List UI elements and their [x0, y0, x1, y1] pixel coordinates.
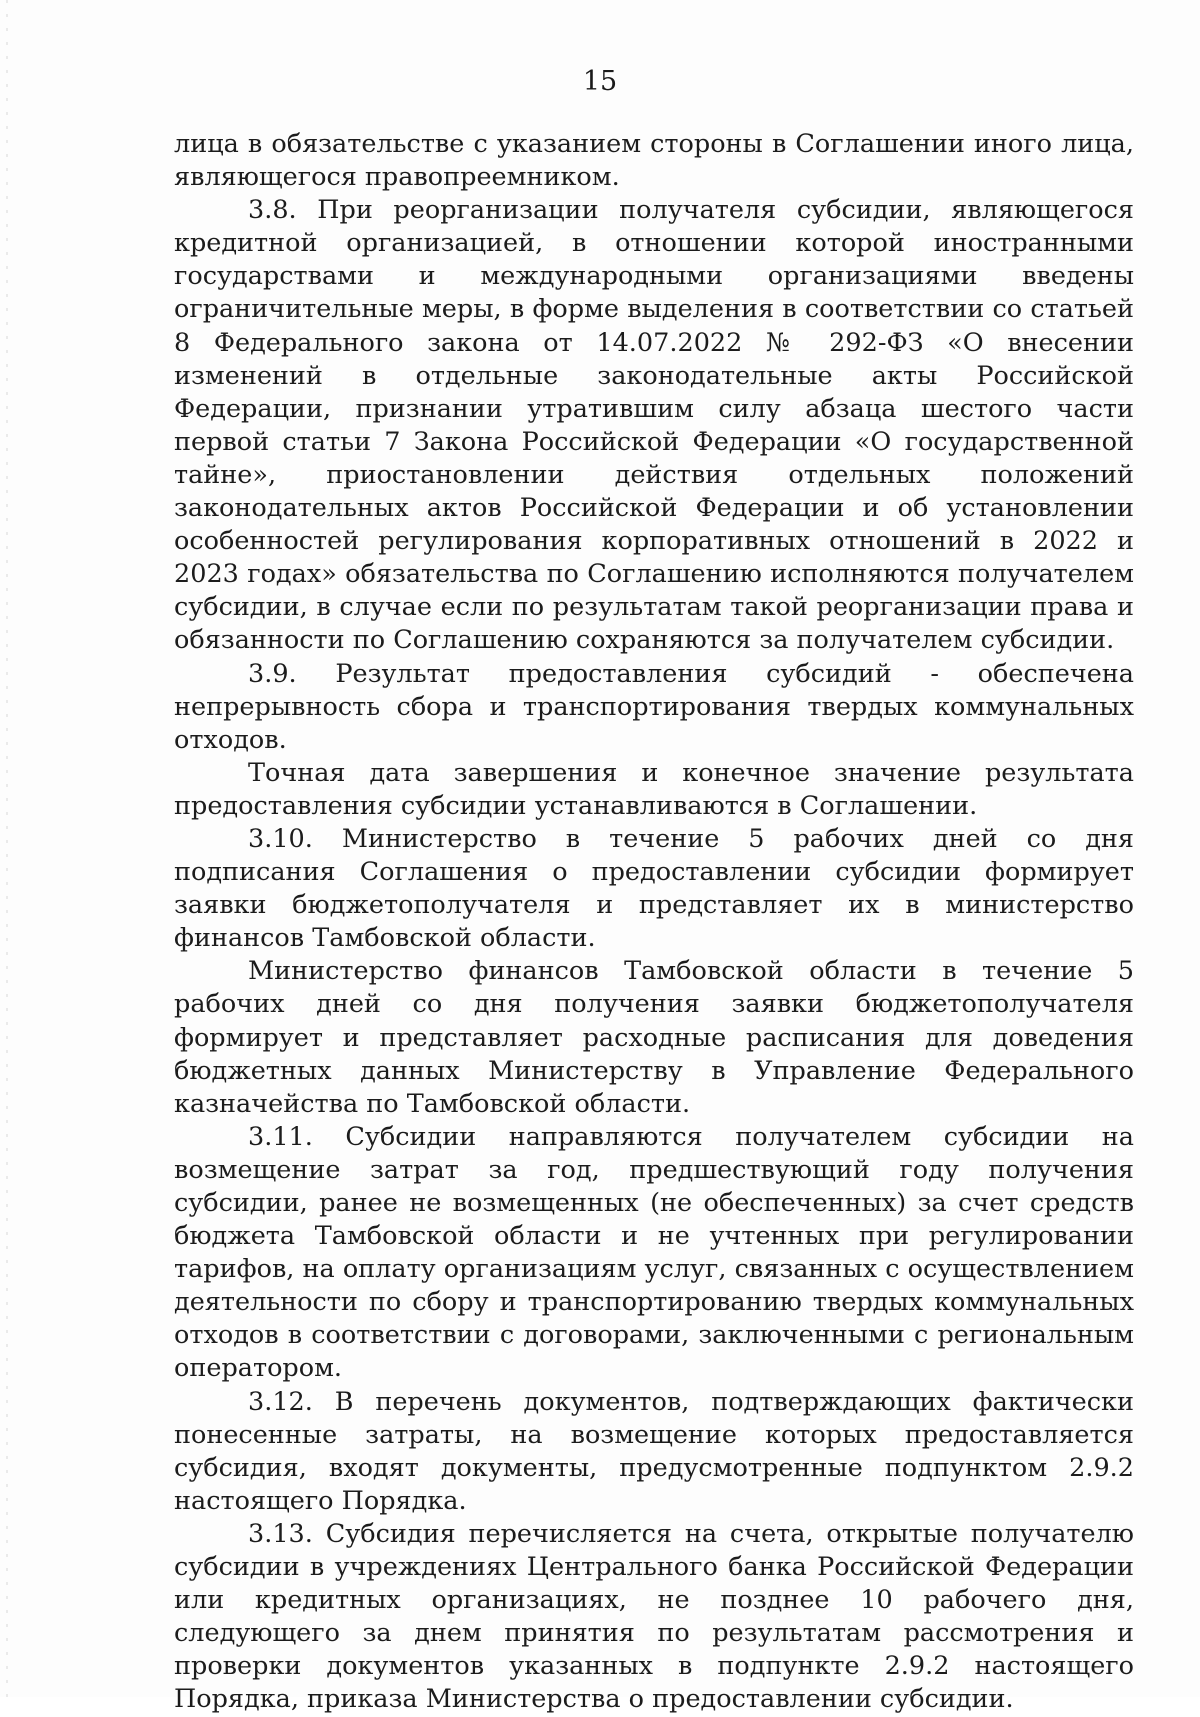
scan-edge-mark — [6, 0, 8, 1697]
paragraph-3-9: 3.9. Результат предоставления субсидий - обеспечена непрерывность сбора и транспортирования твердых коммунальных отходов. — [174, 658, 1134, 755]
paragraph-3-11: 3.11. Субсидии направляются получателем субсидии на возмещение затрат за год, предшествующий году получения субсидии, ранее не возмещенных (не обеспеченных) за счет средств бюджета Тамбовской области и не учтенных при регулировании тарифов, на оплату организациям услуг, связанных с осуществлением деятельности по сбору и транспортированию твердых коммунальных отходов в соответствии с договорами, заключенными с региональным оператором. — [174, 1121, 1134, 1384]
paragraph-3-9-result-date: Точная дата завершения и конечное значение результата предоставления субсидии устанавливаются в Соглашении. — [174, 757, 1134, 821]
document-body — [174, 128, 1134, 1717]
paragraph-3-12: 3.12. В перечень документов, подтверждающих фактически понесенные затраты, на возмещение которых предоставляется субсидия, входят документы, предусмотренные подпунктом 2.9.2 настоящего Порядка. — [174, 1386, 1134, 1516]
page-number: 15 — [582, 66, 618, 97]
paragraph-3-8: 3.8. При реорганизации получателя субсидии, являющегося кредитной организацией, в отношении которой иностранными государствами и международными организациями введены ограничительные меры, в форме выделения в соответствии со статьей 8 Федерального закона от 14.07.2022 № 292-ФЗ «О внесении изменений в отдельные законодательные акты Российской Федерации, признании утратившим силу абзаца шестого части первой статьи 7 Закона Российской Федерации «О государственной тайне», приостановлении действия отдельных положений законодательных актов Российской Федерации и об установлении особенностей регулирования корпоративных отношений в 2022 и 2023 годах» обязательства по Соглашению исполняются получателем субсидии, в случае если по результатам такой реорганизации права и обязанности по Соглашению сохраняются за получателем субсидии. — [174, 195, 1134, 656]
paragraph-3-13: 3.13. Субсидия перечисляется на счета, открытые получателю субсидии в учреждениях Центрального банка Российской Федерации или кредитных организациях, не позднее 10 рабочего дня, следующего за днем принятия по результатам рассмотрения и проверки документов указанных в подпункте 2.9.2 настоящего Порядка, приказа Министерства о предоставлении субсидии. — [174, 1518, 1134, 1715]
paragraph-3-10-finance: Министерство финансов Тамбовской области в течение 5 рабочих дней со дня получения заявки бюджетополучателя формирует и представляет расходные расписания для доведения бюджетных данных Министерству в Управление Федерального казначейства по Тамбовской области. — [174, 956, 1134, 1119]
paragraph-3-10: 3.10. Министерство в течение 5 рабочих дней со дня подписания Соглашения о предоставлении субсидии формирует заявки бюджетополучателя и представляет их в министерство финансов Тамбовской области. — [174, 823, 1134, 954]
paragraph-continuation: лица в обязательстве с указанием стороны в Соглашении иного лица, являющегося правопреемником. — [174, 129, 1134, 193]
